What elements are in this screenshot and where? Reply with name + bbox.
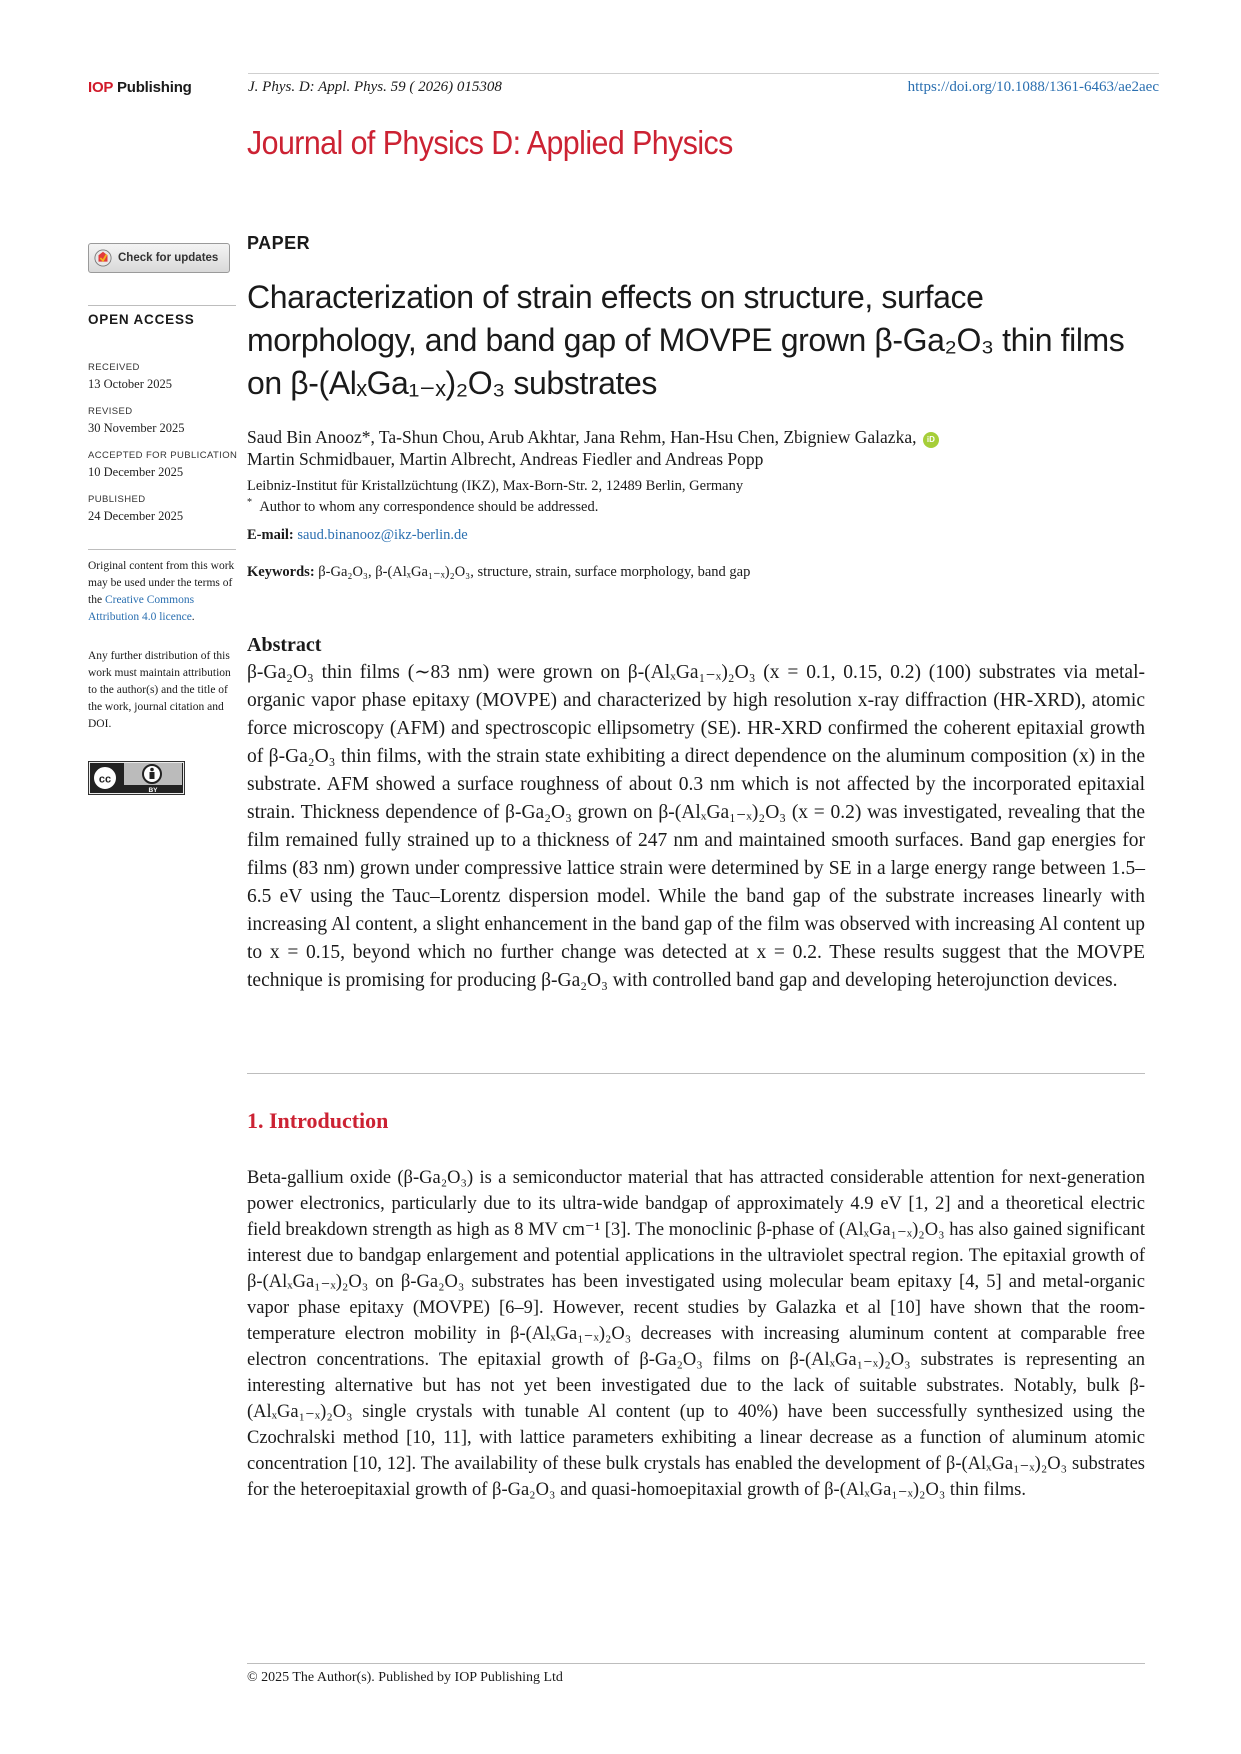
title-line-3 — [247, 362, 1127, 405]
sidebar-rule — [88, 549, 236, 550]
open-access-label: OPEN ACCESS — [88, 312, 195, 327]
authors-text-1: Saud Bin Anooz*, Ta-Shun Chou, Arub Akhtar, Jana Rehm, Han-Hsu Chen, Zbigniew Galazka, — [247, 427, 917, 447]
orcid-icon[interactable]: iD — [923, 432, 939, 448]
title-formula-ga2o3: β-Ga₂O₃ — [874, 322, 994, 358]
license-text-end: . — [191, 611, 195, 623]
journal-citation-text: J. Phys. D: Appl. Phys. 59 ( 2026) 015308 — [248, 79, 502, 95]
accepted-label: ACCEPTED FOR PUBLICATION — [88, 450, 238, 461]
attribution-statement: Any further distribution of this work must maintain attribution to the author(s) and the title of the work, journal citation and DOI. — [88, 650, 231, 730]
author-email-link[interactable]: saud.binanooz@ikz-berlin.de — [297, 527, 468, 543]
keywords-label: Keywords: — [247, 564, 315, 580]
journal-title[interactable]: Journal of Physics D: Applied Physics — [247, 124, 733, 161]
revised-date: 30 November 2025 — [88, 421, 185, 435]
title-line-3-text: on — [247, 365, 291, 401]
article-type: PAPER — [247, 233, 311, 253]
keywords-text: structure, strain, surface morphology, band gap — [477, 564, 751, 580]
author-list — [247, 426, 1147, 470]
header-rule — [248, 73, 1159, 74]
check-for-updates-button[interactable] — [88, 243, 230, 273]
article-title — [247, 276, 1127, 405]
cc-licence-link[interactable]: Creative Commons Attribution 4.0 licence — [88, 594, 195, 623]
correspondence-mark: * — [247, 497, 253, 509]
license-text: Original content from this work may be used under the terms of the — [88, 560, 235, 606]
email-label: E-mail: — [247, 527, 294, 543]
correspondence-text: Author to whom any correspondence should be addressed. — [259, 499, 599, 515]
received-label: RECEIVED — [88, 362, 140, 373]
authors-line-2: Martin Schmidbauer, Martin Albrecht, Andreas Fiedler and Andreas Popp — [247, 449, 764, 469]
correspondence-note — [247, 499, 598, 516]
introduction-body: Beta-gallium oxide (β-Ga₂O₃) is a semiconductor material that has attracted considerable attention for next-generation power electronics, particularly due to its ultra-wide bandgap of approximately 4.9 eV [1, 2] and a theoretical electric field breakdown strength as high as 8 MV cm⁻¹ [3]. The monoclinic β-phase of (AlₓGa₁₋ₓ)₂O₃ has also gained significant interest due to bandgap enlargement and potential applications in the ultraviolet spectral region. The epitaxial growth of β-(AlₓGa₁₋ₓ)₂O₃ on β-Ga₂O₃ substrates has been investigated using molecular beam epitaxy [4, 5] and metal-organic vapor phase epitaxy (MOVPE) [6–9]. However, recent studies by Galazka et al [10] have shown that the room-temperature electron mobility in β-(AlₓGa₁₋ₓ)₂O₃ decreases with increasing aluminum content at comparable free electron concentrations. The epitaxial growth of β-Ga₂O₃ films on β-(AlₓGa₁₋ₓ)₂O₃ substrates is representing an interesting alternative but has not yet been investigated due to the lack of suitable substrates. Notably, bulk β-(AlₓGa₁₋ₓ)₂O₃ single crystals with tunable Al content (up to 40%) have been successfully synthesized using the Czochralski method [10, 11], with lattice parameters exhibiting a linear decrease as a function of aluminum atomic concentration [10, 12]. The availability of these bulk crystals has enabled the development of β-(AlₓGa₁₋ₓ)₂O₃ substrates for the heteroepitaxial growth of β-Ga₂O₃ and quasi-homoepitaxial growth of β-(AlₓGa₁₋ₓ)₂O₃ thin films. — [247, 1168, 1145, 1500]
email-line — [247, 527, 468, 544]
abstract-heading: Abstract — [247, 634, 322, 656]
title-line-2-end: thin films — [993, 322, 1125, 358]
publisher-logo-mark: IOP — [88, 79, 113, 96]
check-updates-label: Check for updates — [118, 252, 219, 264]
title-formula-algao: β-(AlₓGa₁₋ₓ)₂O₃ — [290, 365, 505, 401]
journal-citation — [248, 79, 502, 96]
affiliation: Leibniz-Institut für Kristallzüchtung (IKZ), Max-Born-Str. 2, 12489 Berlin, Germany — [247, 478, 744, 494]
received-date: 13 October 2025 — [88, 377, 173, 391]
cc-by-badge[interactable] — [88, 761, 185, 795]
svg-text:cc: cc — [98, 773, 112, 786]
publisher-logo-text: Publishing — [112, 79, 192, 96]
section-heading-introduction: 1. Introduction — [247, 1108, 389, 1133]
copyright-notice: © 2025 The Author(s). Published by IOP Publishing Ltd — [247, 1670, 563, 1685]
title-line-3-end: substrates — [504, 365, 657, 401]
license-statement — [88, 558, 238, 626]
doi-link[interactable]: https://doi.org/10.1088/1361-6463/ae2aec — [907, 79, 1159, 95]
title-line-2-text: morphology, and band gap of MOVPE grown — [247, 322, 875, 358]
sidebar-rule — [88, 305, 236, 306]
authors-line-1 — [247, 426, 1147, 448]
check-updates-icon — [94, 249, 112, 267]
published-date: 24 December 2025 — [88, 509, 184, 523]
abstract-body: β-Ga₂O₃ thin films (∼83 nm) were grown on β-(AlₓGa₁₋ₓ)₂O₃ (x = 0.1, 0.15, 0.2) (100) substrates via metal-organic vapor phase epitaxy (MOVPE) and characterized by high resolution x-ray diffraction (HR-XRD), atomic force microscopy (AFM) and spectroscopic ellipsometry (SE). HR-XRD confirmed the coherent epitaxial growth of β-Ga₂O₃ thin films, with the strain state exhibiting a direct dependence on the aluminum composition (x) in the substrate. AFM showed a surface roughness of about 0.3 nm which is not affected by the incorporated epitaxial strain. Thickness dependence of β-Ga₂O₃ grown on β-(AlₓGa₁₋ₓ)₂O₃ (x = 0.2) was investigated, revealing that the film remained fully strained up to a thickness of 247 nm and maintained smooth surfaces. Band gap energies for films (83 nm) grown under compressive lattice strain were determined by SE in a large energy range between 1.5–6.5 eV using the Tauc–Lorentz dispersion model. While the band gap of the substrate increases linearly with increasing Al content, a slight enhancement in the band gap of the film was observed with increasing Al content up to x = 0.15, beyond which no further change was detected at x = 0.2. These results suggest that the MOVPE technique is promising for producing β-Ga₂O₃ with controlled band gap and developing heterojunction devices. — [247, 662, 1145, 991]
revised-label: REVISED — [88, 406, 133, 417]
published-label: PUBLISHED — [88, 494, 146, 505]
section-rule — [247, 1073, 1145, 1074]
title-line-2 — [247, 319, 1127, 362]
keywords-formulas: β-Ga₂O₃, β-(AlₓGa₁₋ₓ)₂O₃, — [318, 564, 474, 580]
keywords-line — [247, 564, 750, 581]
publisher-logo[interactable] — [88, 79, 192, 96]
footer-rule — [247, 1663, 1145, 1664]
cc-by-label: BY — [148, 787, 158, 794]
title-line-1: Characterization of strain effects on structure, surface — [247, 279, 984, 315]
accepted-date: 10 December 2025 — [88, 465, 184, 479]
